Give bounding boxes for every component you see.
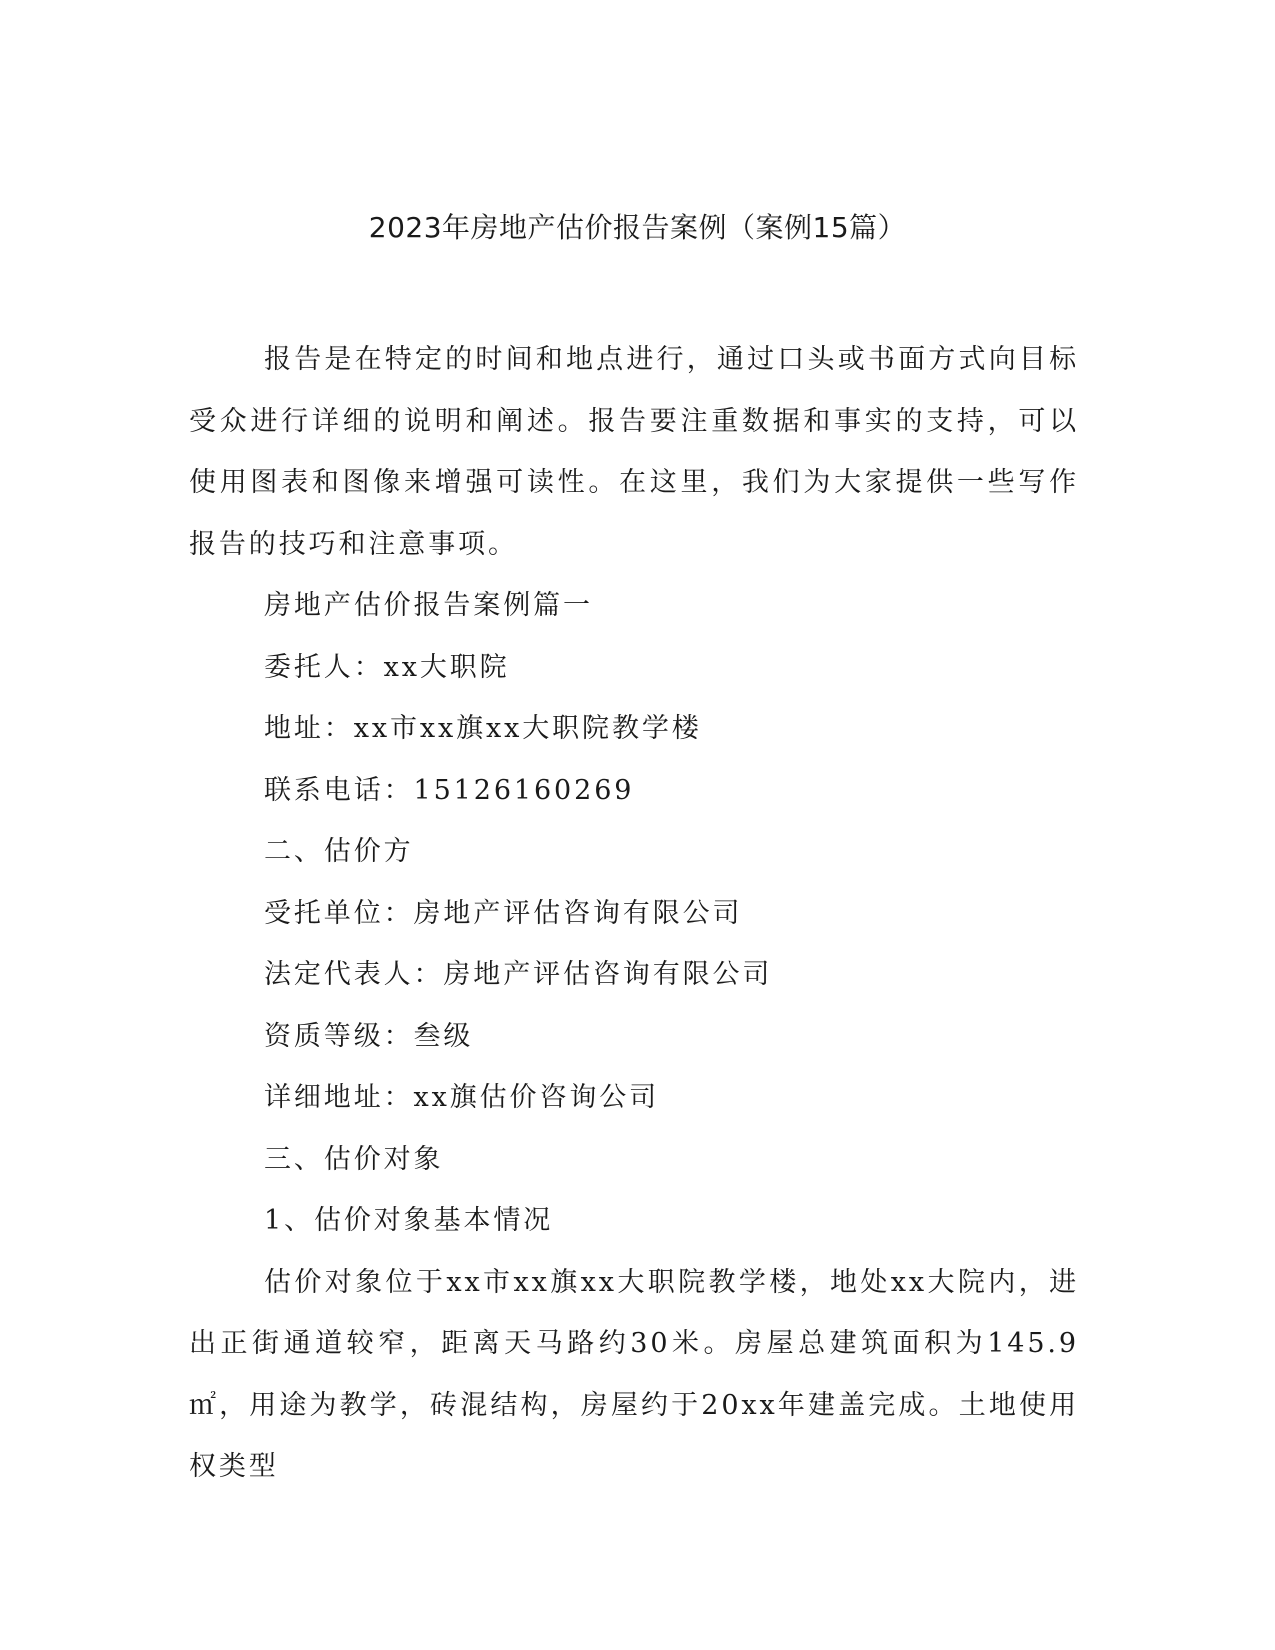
- subsection-heading-basic: 1、估价对象基本情况: [264, 1205, 554, 1236]
- section-heading-object: 三、估价对象: [264, 1143, 444, 1175]
- qualification-line: 资质等级：叁级: [264, 1020, 474, 1052]
- phone-line: 联系电话：15126160269: [264, 774, 635, 806]
- case-heading: 房地产估价报告案例篇一: [264, 590, 593, 621]
- document-title: 2023年房地产估价报告案例（案例15篇）: [368, 211, 907, 244]
- client-line: 委托人：xx大职院: [264, 651, 510, 683]
- legal-representative-line: 法定代表人：房地产评估咨询有限公司: [264, 959, 773, 990]
- detail-address-line: 详细地址：xx旗估价咨询公司: [264, 1082, 660, 1113]
- section-heading-appraiser: 二、估价方: [264, 836, 414, 867]
- intro-paragraph: 报告是在特定的时间和地点进行，通过口头或书面方式向目标受众进行详细的说明和阐述。报告要注重数据和事实的支持，可以使用图表和图像来增强可读性。在这里，我们为大家提供一些写作报告的技巧和注意事项。: [189, 344, 1079, 560]
- document-body: [189, 329, 1079, 1498]
- address-line: 地址：xx市xx旗xx大职院教学楼: [264, 713, 702, 744]
- object-description-paragraph: 估价对象位于xx市xx旗xx大职院教学楼，地处xx大院内，进出正街通道较窄，距离天马路约30米。房屋总建筑面积为145.9㎡，用途为教学，砖混结构，房屋约于20xx年建盖完成。土地使用权类型: [189, 1266, 1079, 1482]
- entrusted-unit-line: 受托单位：房地产评估咨询有限公司: [264, 897, 743, 929]
